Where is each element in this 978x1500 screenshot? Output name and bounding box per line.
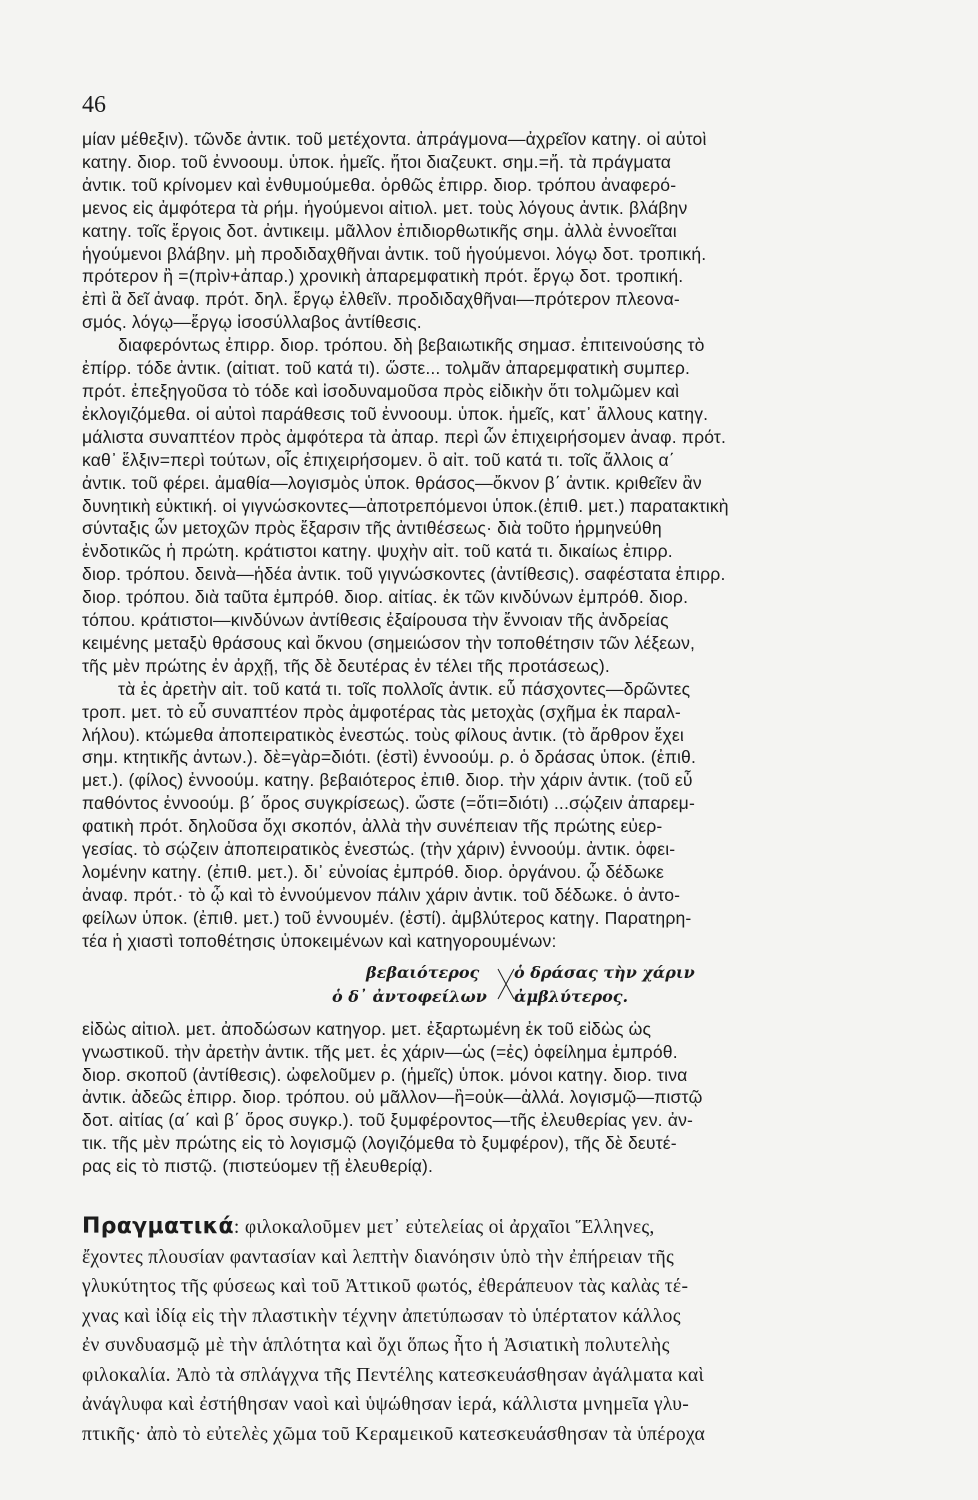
commentary-line: φείλων ὑποκ. (ἐπιθ. μετ.) τοῦ ἐννουμέν. (ἐστί). ἀμβλύτερος κατηγ. Παρατηρη- [82,907,692,928]
commentary-line: κατηγ. διορ. τοῦ ἐννοουμ. ὑποκ. ἡμεῖς. ἤτοι διαζευκτ. σημ.=ἤ. τὰ πράγματα [82,151,672,172]
chiasmus-top-right: ὁ δράσας τὴν χάριν [514,963,695,982]
commentary-line: σύνταξις ὧν μετοχῶν πρὸς ἔξαρσιν τῆς ἀντιθέσεως· διὰ τοῦτο ἡρμηνεύθη [82,518,662,539]
commentary-line: παθόντος ἐννοούμ. β΄ ὅρος συγκρίσεως). ὥστε (=ὅτι=διότι) ...σῴζειν ἀπαρεμ- [82,793,695,814]
commentary-line: διορ. τρόπου. δεινὰ—ἡδέα ἀντικ. τοῦ γιγνώσκοντες (ἀντίθεσις). σαφέστατα ἐπιρρ. [82,564,726,585]
chiasmus-diagram [312,963,732,1013]
commentary-line: τροπ. μετ. τὸ εὖ συναπτέον πρὸς ἀμφοτέρας τὰς μετοχὰς (σχῆμα ἐκ παραλ- [82,701,681,722]
commentary-line: τῆς μὲν πρώτης ἐν ἀρχῇ, τῆς δὲ δευτέρας ἐν τέλει τῆς προτάσεως). [82,655,610,676]
commentary-line: ἀντικ. ἀδεῶς ἐπιρρ. διορ. τρόπου. οὐ μᾶλλον—ἢ=οὐκ—ἀλλά. λογισμῷ—πιστῷ [82,1087,703,1108]
realia-section [82,1212,952,1449]
commentary-line: μενος εἰς ἀμφότερα τὰ ρήμ. ἡγούμενοι αἰτιολ. μετ. τοὺς λόγους ἀντικ. βλάβην [82,197,688,218]
section-line: : φιλοκαλοῦμεν μετ᾽ εὐτελείας οἱ ἀρχαῖοι Ἕλληνες, [233,1217,655,1238]
commentary-line: τόπου. κράτιστοι—κινδύνων ἀντίθεσις ἐξαίρουσα τὴν ἔννοιαν τῆς ἀνδρείας [82,610,669,631]
commentary-line: ἐπὶ ἃ δεῖ ἀναφ. πρότ. δηλ. ἔργῳ ἐλθεῖν. προδιδαχθῆναι—πρότερον πλεονα- [82,289,680,310]
commentary-line: μίαν μέθεξιν). τῶνδε ἀντικ. τοῦ μετέχοντα. ἀπράγμονα—ἀχρεῖον κατηγ. οἱ αὐτοὶ [82,129,707,149]
commentary-line: πρότ. ἐπεξηγοῦσα τὸ τόδε καὶ ἰσοδυναμοῦσα πρὸς εἰδικὴν ὅτι τολμῶμεν καὶ [82,380,680,401]
grammatical-commentary [82,128,948,953]
commentary-line: κατηγ. τοῖς ἔργοις δοτ. ἀντικειμ. μᾶλλον ἐπιδιορθωτικῆς σημ. ἀλλὰ ἐννοεῖται [82,220,677,241]
commentary-line: γεσίας. τὸ σῴζειν ἀποπειρατικὸς ἐνεστώς. (τὴν χάριν) ἐννοούμ. ἀντικ. ὀφει- [82,839,676,860]
page-number: 46 [82,92,106,118]
commentary-line: ἀντικ. τοῦ φέρει. ἀμαθία—λογισμὸς ὑποκ. θράσος—ὄκνον β΄ ἀντικ. κριθεῖεν ἂν [82,472,702,493]
commentary-line: ἀναφ. πρότ.· τὸ ᾧ καὶ τὸ ἐννούμενον πάλιν χάριν ἀντικ. τοῦ δέδωκε. ὁ ἀντο- [82,884,681,905]
section-heading: Πραγματικά [82,1214,234,1239]
commentary-line: τέα ἡ χιαστὶ τοποθέτησις ὑποκειμένων καὶ κατηγορουμένων: [82,930,557,951]
commentary-line: ἐκλογιζόμεθα. οἱ αὐτοὶ παράθεσις τοῦ ἐννοουμ. ὑποκ. ἡμεῖς, κατ᾽ ἄλλους κατηγ. [82,403,709,424]
commentary-line: μάλιστα συναπτέον πρὸς ἀμφότερα τὰ ἀπαρ. περὶ ὧν ἐπιχειρήσομεν ἀναφ. πρότ. [82,426,727,447]
section-line: ἐν συνδυασμῷ μὲ τὴν ἁπλότητα καὶ ὄχι ὅπως ἦτο ἡ Ἀσιατικὴ πολυτελὴς [82,1335,670,1356]
commentary-line: διορ. τρόπου. διὰ ταῦτα ἐμπρόθ. διορ. αἰτίας. ἐκ τῶν κινδύνων ἐμπρόθ. διορ. [82,587,689,608]
grammatical-commentary-continued [82,1018,948,1178]
section-line: χνας καὶ ἰδίᾳ εἰς τὴν πλαστικὴν τέχνην ἀπετύπωσαν τὸ ὑπέρτατον κάλλος [82,1305,681,1327]
commentary-line: λήλου). κτώμεθα ἀποπειρατικὸς ἐνεστώς. τοὺς φίλους ἀντικ. (τὸ ἄρθρον ἔχει [82,724,684,745]
commentary-line: τὰ ἐς ἀρετὴν αἰτ. τοῦ κατά τι. τοῖς πολλοῖς ἀντικ. εὖ πάσχοντες—δρῶντες [118,678,691,699]
commentary-line: διαφερόντως ἐπιρρ. διορ. τρόπου. δὴ βεβαιωτικῆς σημασ. ἐπιτεινούσης τὸ [118,335,705,356]
chiasmus-bottom-left: ὁ δ᾽ ἀντοφείλων [332,987,487,1006]
commentary-line: μετ.). (φίλος) ἐννοούμ. κατηγ. βεβαιότερος ἐπιθ. διορ. τὴν χάριν ἀντικ. (τοῦ εὖ [82,770,693,791]
chiasmus-top-left: βεβαιότερος [366,963,480,982]
section-line: φιλοκαλία. Ἀπὸ τὰ σπλάγχνα τῆς Πεντέλης κατεσκευάσθησαν ἀγάλματα καὶ [82,1364,705,1386]
commentary-line: σημ. κτητικῆς ἀντων.). δὲ=γὰρ=διότι. (ἐστὶ) ἐννοούμ. ρ. ὁ δράσας ὑποκ. (ἐπιθ. [82,747,697,768]
section-line: ἀνάγλυφα καὶ ἐστήθησαν ναοὶ καὶ ὑψώθησαν ἱερά, κάλλιστα μνημεῖα γλυ- [82,1394,690,1415]
commentary-line: ἀντικ. τοῦ κρίνομεν καὶ ἐνθυμούμεθα. ὀρθῶς ἐπιρρ. διορ. τρόπου ἀναφερό- [82,174,677,195]
chiasmus-cross [496,967,516,1003]
chiasmus-bottom-right: ἀμβλύτερος. [514,987,629,1006]
commentary-line: τικ. τῆς μὲν πρώτης εἰς τὸ λογισμῷ (λογιζόμεθα τὸ ξυμφέρον), τῆς δὲ δευτέ- [82,1132,677,1153]
commentary-line: κειμένης μεταξὺ θράσους καὶ ὄκνου (σημειώσον τὴν τοποθέτησιν τῶν λέξεων, [82,632,696,653]
commentary-line: ἐπίρρ. τόδε ἀντικ. (αἰτιατ. τοῦ κατά τι). ὥστε... τολμᾶν ἀπαρεμφατικὴ συμπερ. [82,358,691,379]
commentary-line: πρότερον ἢ =(πρὶν+ἀπαρ.) χρονικὴ ἀπαρεμφατικὴ πρότ. ἔργῳ δοτ. τροπική. [82,266,684,287]
section-line: ἔχοντες πλουσίαν φαντασίαν καὶ λεπτὴν διανόησιν ὑπὸ τὴν ἐπήρειαν τῆς [82,1246,675,1268]
commentary-line: δυνητικὴ εὐκτική. οἱ γιγνώσκοντες—ἀποτρεπόμενοι ὑποκ.(ἐπιθ. μετ.) παρατακτικὴ [82,495,729,516]
commentary-line: δοτ. αἰτίας (α΄ καὶ β΄ ὅρος συγκρ.). τοῦ ξυμφέροντος—τῆς ἐλευθερίας γεν. ἀν- [82,1110,694,1131]
section-line: γλυκύτητος τῆς φύσεως καὶ τοῦ Ἀττικοῦ φωτός, ἐθεράπευον τὰς καλὰς τέ- [82,1276,689,1297]
commentary-line: σμός. λόγῳ—ἔργῳ ἰσοσύλλαβος ἀντίθεσις. [82,312,422,333]
commentary-line: ἡγούμενοι βλάβην. μὴ προδιδαχθῆναι ἀντικ. τοῦ ἡγούμενοι. λόγῳ δοτ. τροπική. [82,243,707,264]
commentary-line: καθ᾽ ἕλξιν=περὶ τούτων, οἷς ἐπιχειρήσομεν. ὃ αἰτ. τοῦ κατά τι. τοῖς ἄλλοις α΄ [82,449,675,470]
commentary-line: γνωστικοῦ. τὴν ἀρετὴν ἀντικ. τῆς μετ. ἐς χάριν—ὡς (=ἐς) ὀφείλημα ἐμπρόθ. [82,1041,678,1062]
section-line: πτικῆς· ἀπὸ τὸ εὐτελὲς χῶμα τοῦ Κεραμεικοῦ κατεσκευάσθησαν τὰ ὑπέροχα [82,1423,706,1445]
commentary-line: λομένην κατηγ. (ἐπιθ. μετ.). δι᾽ εὐνοίας ἐμπρόθ. διορ. ὀργάνου. ᾧ δέδωκε [82,862,665,882]
commentary-line: φατικὴ πρότ. δηλοῦσα ὄχι σκοπόν, ἀλλὰ τὴν συνέπειαν τῆς πρώτης εὐερ- [82,816,663,837]
commentary-line: ρας εἰς τὸ πιστῷ. (πιστεύομεν τῇ ἐλευθερίᾳ). [82,1155,434,1176]
commentary-line: εἰδὼς αἰτιολ. μετ. ἀποδώσων κατηγορ. μετ. ἐξαρτωμένη ἐκ τοῦ εἰδὼς ὡς [82,1019,652,1039]
commentary-line: διορ. σκοποῦ (ἀντίθεσις). ὠφελοῦμεν ρ. (ἡμεῖς) ὑποκ. μόνοι κατηγ. διορ. τινα [82,1064,688,1085]
commentary-line: ἐνδοτικῶς ἡ πρώτη. κράτιστοι κατηγ. ψυχὴν αἰτ. τοῦ κατά τι. δικαίως ἐπιρρ. [82,541,673,562]
